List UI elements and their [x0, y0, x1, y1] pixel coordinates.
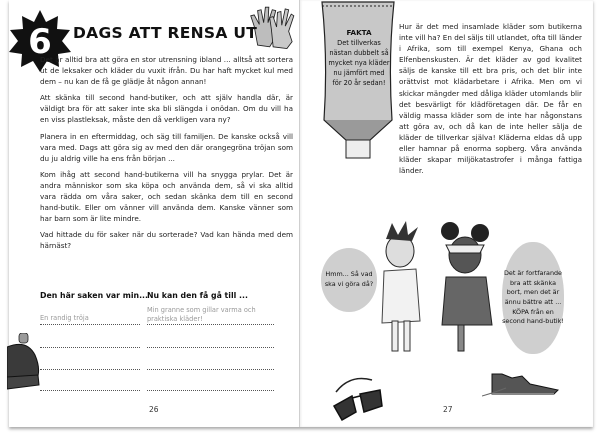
speech-text: Det är fortfarande bra att skänka bort, men det är ännu bättre att ... KÖPA från en second hand-butik! — [502, 269, 564, 326]
paragraph: Att skänka till second hand-butiker, och att själv handla där, är väldigt bra för att saker inte ska bli slängda i onödan. Om du vill ha en viss plastleksak, måste den då verkligen vara ny? — [40, 93, 293, 125]
left-body-text — [40, 54, 293, 257]
answer-line[interactable] — [147, 347, 274, 348]
page-title: DAGS ATT RENSA UT — [73, 24, 258, 42]
children-illustration-icon — [362, 221, 512, 361]
sunglasses-icon — [330, 372, 390, 424]
chapter-number: 6 — [28, 22, 52, 62]
answer-line[interactable] — [147, 324, 274, 325]
answer-line[interactable] — [147, 369, 274, 370]
paragraph: Hur är det med insamlade kläder som butikerna inte vill ha? En del säljs till utlandet, ofta till länder i Afrika, som till exempel Kenya, Ghana och Elfenbenskusten. Är det kläder av god kvalitet säljs de kanske till ett bra pris, och det blir inte orättvist mot klädarbetare i Afrika. Men om vi skickar mängder med dåliga kläder utomlands blir det besvärligt för klädföretagen där. De får en väldig massa kläder som de inte har någonstans att göra av, och då kan de inte heller sälja de kläder de tillverkar själva! Kläderna eldas då upp eller hamnar på enorma sopberg. Våra använda kläder skapar miljökatastrofer i många fattiga länder. — [399, 22, 582, 176]
example-destination: Min granne som gillar varma och praktiska kläder! — [147, 306, 256, 323]
right-page — [300, 0, 593, 427]
table-header-item: Den här saken var min... — [40, 291, 148, 300]
answer-line[interactable] — [40, 347, 140, 348]
left-page — [9, 0, 300, 427]
answer-line[interactable] — [40, 324, 140, 325]
paragraph: Planera in en eftermiddag, och säg till familjen. De kanske också vill vara med. Dags att göra sig av med den där orangegröna tröjan som du ju aldrig ville ha ens från början ... — [40, 131, 293, 163]
fact-box — [328, 28, 390, 88]
fact-text: Det tillverkas nästan dubbelt så mycket nya kläder nu jämfört med för 20 år sedan! — [328, 39, 390, 87]
paragraph: Kom ihåg att second hand-butikerna vill ha snygga prylar. Det är andra människor som ska köpa och använda dem, så vi ska alltid vara rädda om våra saker, och sedan skänka dem till en second hand-butik. Eller om vänner vill använda dem. Kanske vänner som har barn som är lite mindre. — [40, 169, 293, 224]
book-spread — [9, 0, 593, 427]
paragraph: Vad hittade du för saker när du sorterade? Vad kan hända med dem härnäst? — [40, 230, 293, 251]
sneaker-icon — [482, 370, 562, 400]
fact-heading: FAKTA — [346, 28, 372, 37]
table-header-destination: Nu kan den få gå till ... — [147, 291, 248, 300]
knit-hat-icon — [7, 333, 43, 391]
answer-line[interactable] — [40, 369, 140, 370]
answer-line[interactable] — [40, 390, 140, 391]
paragraph: Det är alltid bra att göra en stor utrensning ibland ... alltså att sortera ut de leksaker och kläder du vuxit ifrån. Du har haft mycket kul med dem – nu kan de få ge glädje åt någon annan! — [40, 55, 293, 87]
right-body-text — [399, 21, 582, 181]
page-number: 26 — [149, 405, 159, 414]
example-item: En randig tröja — [40, 314, 89, 322]
answer-line[interactable] — [147, 390, 274, 391]
page-number: 27 — [443, 405, 453, 414]
speech-text: Hmm... Så vad ska vi göra då? — [324, 270, 374, 288]
speech-bubble-right — [502, 242, 564, 354]
